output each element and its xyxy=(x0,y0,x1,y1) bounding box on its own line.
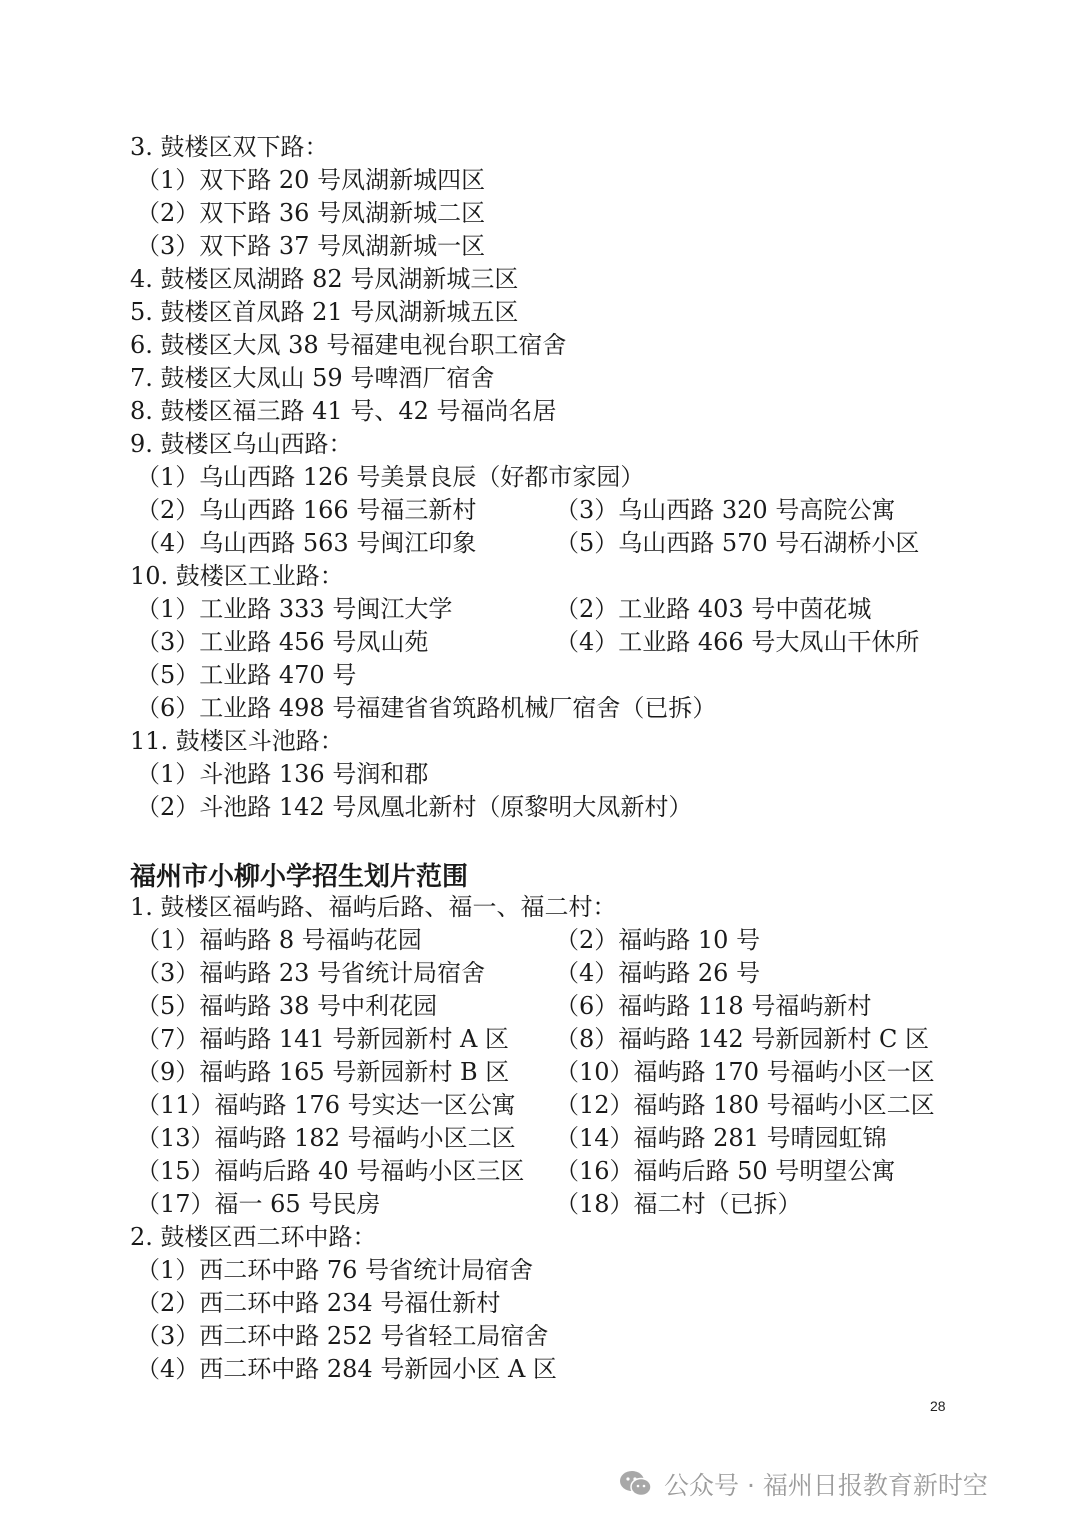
list-item: （15）福屿后路 40 号福屿小区三区 xyxy=(136,1157,525,1185)
list-item: （3）双下路 37 号凤湖新城一区 xyxy=(136,232,486,260)
list-item: （6）工业路 498 号福建省省筑路机械厂宿舍（已拆） xyxy=(136,694,717,722)
list-item: 7. 鼓楼区大凤山 59 号啤酒厂宿舍 xyxy=(130,364,495,392)
list-item: （9）福屿路 165 号新园新村 B 区 xyxy=(136,1058,510,1086)
list-item: 4. 鼓楼区凤湖路 82 号凤湖新城三区 xyxy=(130,265,519,293)
list-item: （1）乌山西路 126 号美景良辰（好都市家园） xyxy=(136,463,645,491)
list-item: （4）西二环中路 284 号新园小区 A 区 xyxy=(136,1355,557,1383)
list-item: （5）工业路 470 号 xyxy=(136,661,357,689)
list-item: （2）西二环中路 234 号福仕新村 xyxy=(136,1289,501,1317)
list-item: （5）福屿路 38 号中利花园 xyxy=(136,992,438,1020)
list-item: （3）福屿路 23 号省统计局宿舍 xyxy=(136,959,486,987)
list-heading: 11. 鼓楼区斗池路： xyxy=(130,727,344,755)
list-item: （2）斗池路 142 号凤凰北新村（原黎明大凤新村） xyxy=(136,793,693,821)
list-heading: 10. 鼓楼区工业路： xyxy=(130,562,344,590)
list-item: 6. 鼓楼区大凤 38 号福建电视台职工宿舍 xyxy=(130,331,567,359)
list-item: （13）福屿路 182 号福屿小区二区 xyxy=(136,1124,516,1152)
list-item: （1）福屿路 8 号福屿花园 xyxy=(136,926,422,954)
list-item: （1）工业路 333 号闽江大学 xyxy=(136,595,453,623)
list-item: （16）福屿后路 50 号明望公寓 xyxy=(555,1157,896,1185)
page-number: 28 xyxy=(930,1398,946,1414)
list-item: （4）乌山西路 563 号闽江印象 xyxy=(136,529,477,557)
list-item: （3）乌山西路 320 号高院公寓 xyxy=(555,496,896,524)
list-item: （11）福屿路 176 号实达一区公寓 xyxy=(136,1091,516,1119)
watermark xyxy=(618,1462,988,1506)
list-item: （1）双下路 20 号凤湖新城四区 xyxy=(136,166,486,194)
list-item: 5. 鼓楼区首凤路 21 号凤湖新城五区 xyxy=(130,298,519,326)
list-item: （1）斗池路 136 号润和郡 xyxy=(136,760,429,788)
list-item: （4）工业路 466 号大凤山干休所 xyxy=(555,628,920,656)
list-item: （18）福二村（已拆） xyxy=(555,1190,802,1218)
list-item: （10）福屿路 170 号福屿小区一区 xyxy=(555,1058,935,1086)
list-item: （3）工业路 456 号凤山苑 xyxy=(136,628,429,656)
list-heading: 1. 鼓楼区福屿路、福屿后路、福一、福二村： xyxy=(130,893,617,921)
list-item: （2）工业路 403 号中茵花城 xyxy=(555,595,872,623)
list-item: （6）福屿路 118 号福屿新村 xyxy=(555,992,872,1020)
list-item: （4）福屿路 26 号 xyxy=(555,959,761,987)
list-item: （5）乌山西路 570 号石湖桥小区 xyxy=(555,529,920,557)
list-item: （2）福屿路 10 号 xyxy=(555,926,761,954)
list-item: （1）西二环中路 76 号省统计局宿舍 xyxy=(136,1256,534,1284)
list-heading: 2. 鼓楼区西二环中路： xyxy=(130,1223,377,1251)
list-item: （17）福一 65 号民房 xyxy=(136,1190,381,1218)
list-heading: 9. 鼓楼区乌山西路： xyxy=(130,430,353,458)
wechat-icon xyxy=(618,1469,654,1499)
list-item: （7）福屿路 141 号新园新村 A 区 xyxy=(136,1025,509,1053)
list-item: （12）福屿路 180 号福屿小区二区 xyxy=(555,1091,935,1119)
list-item: （2）双下路 36 号凤湖新城二区 xyxy=(136,199,486,227)
list-item: （3）西二环中路 252 号省轻工局宿舍 xyxy=(136,1322,549,1350)
list-item: （8）福屿路 142 号新园新村 C 区 xyxy=(555,1025,929,1053)
list-item: （2）乌山西路 166 号福三新村 xyxy=(136,496,477,524)
list-heading: 3. 鼓楼区双下路： xyxy=(130,133,329,161)
watermark-text: 公众号 · 福州日报教育新时空 xyxy=(664,1471,988,1500)
list-item: （14）福屿路 281 号晴园虹锦 xyxy=(555,1124,887,1152)
list-item: 8. 鼓楼区福三路 41 号、42 号福尚名居 xyxy=(130,397,557,425)
section-title: 福州市小柳小学招生划片范围 xyxy=(130,862,469,892)
